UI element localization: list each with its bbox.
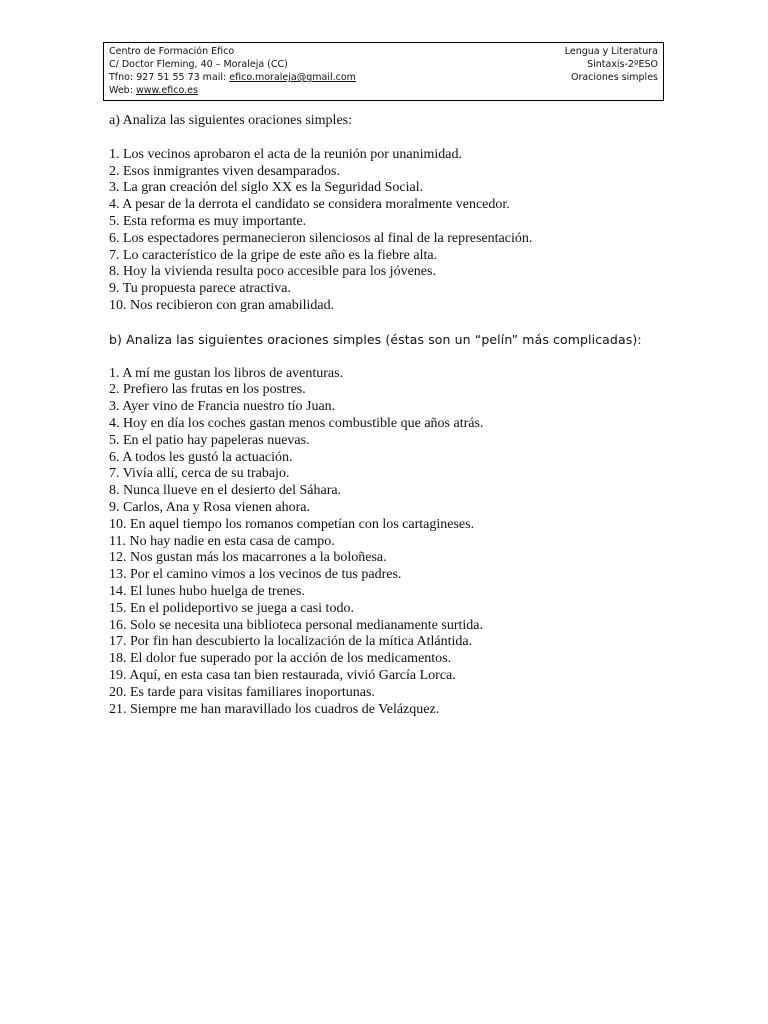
sentence-item: 10. En aquel tiempo los romanos competían con los cartagineses. <box>109 516 475 532</box>
sentence-item: 19. Aquí, en esta casa tan bien restaurada, vivió García Lorca. <box>109 667 456 683</box>
sentence-item: 10. Nos recibieron con gran amabilidad. <box>109 297 335 313</box>
school-web <box>109 84 356 97</box>
subject-topic: Sintaxis-2ºESO <box>587 59 658 70</box>
header-school-info <box>109 45 356 97</box>
sentence-item: 1. A mí me gustan los libros de aventuras. <box>109 365 344 381</box>
sentence-item: 8. Nunca llueve en el desierto del Sáhara. <box>109 483 342 499</box>
sentence-item: 6. A todos les gustó la actuación. <box>109 449 293 465</box>
header-subject-info <box>565 45 658 84</box>
school-contact <box>109 71 356 84</box>
sentence-item: 5. Esta reforma es muy importante. <box>109 213 307 229</box>
section-a-heading: a) Analiza las siguientes oraciones simples: <box>109 113 352 128</box>
sentence-item: 2. Prefiero las frutas en los postres. <box>109 382 306 398</box>
school-address: C/ Doctor Fleming, 40 – Moraleja (CC) <box>109 59 288 70</box>
sentence-item: 11. No hay nadie en esta casa de campo. <box>109 533 335 549</box>
sentence-item: 4. Hoy en día los coches gastan menos combustible que años atrás. <box>109 415 484 431</box>
sentence-item: 16. Solo se necesita una biblioteca personal medianamente surtida. <box>109 617 483 633</box>
section-a-list <box>109 147 709 315</box>
phone-text: Tfno: 927 51 55 73 mail: <box>109 72 230 83</box>
sentence-item: 9. Tu propuesta parece atractiva. <box>109 281 291 297</box>
sentence-item: 4. A pesar de la derrota el candidato se considera moralmente vencedor. <box>109 197 510 213</box>
sentence-item: 13. Por el camino vimos a los vecinos de tus padres. <box>109 567 402 583</box>
sentence-item: 18. El dolor fue superado por la acción de los medicamentos. <box>109 651 452 667</box>
exercise-content <box>109 113 709 718</box>
sentence-item: 2. Esos inmigrantes viven desamparados. <box>109 163 340 179</box>
sentence-item: 3. La gran creación del siglo XX es la Seguridad Social. <box>109 180 424 196</box>
sentence-item: 3. Ayer vino de Francia nuestro tío Juan. <box>109 399 336 415</box>
sentence-item: 9. Carlos, Ana y Rosa vienen ahora. <box>109 499 311 515</box>
subject-name: Lengua y Literatura <box>564 46 658 57</box>
section-b-list <box>109 366 709 719</box>
sentence-item: 15. En el polideportivo se juega a casi todo. <box>109 600 354 616</box>
sentence-item: 6. Los espectadores permanecieron silenciosos al final de la representación. <box>109 230 533 246</box>
sentence-item: 1. Los vecinos aprobaron el acta de la reunión por unanimidad. <box>109 146 462 162</box>
school-name: Centro de Formación Efico <box>109 46 235 57</box>
sentence-item: 17. Por fin han descubierto la localización de la mítica Atlántida. <box>109 634 473 650</box>
section-b-heading: b) Analiza las siguientes oraciones simples (éstas son un “pelín” más complicadas): <box>109 331 642 347</box>
web-link[interactable]: www.efico.es <box>135 85 198 96</box>
document-header <box>103 42 664 101</box>
sentence-item: 8. Hoy la vivienda resulta poco accesible para los jóvenes. <box>109 264 436 280</box>
sentence-item: 7. Vivía allí, cerca de su trabajo. <box>109 466 290 482</box>
sentence-item: 7. Lo característico de la gripe de este año es la fiebre alta. <box>109 247 438 263</box>
web-label: Web: <box>109 85 136 96</box>
sentence-item: 14. El lunes hubo huelga de trenes. <box>109 583 305 599</box>
sentence-item: 12. Nos gustan más los macarrones a la boloñesa. <box>109 550 387 566</box>
subject-lesson: Oraciones simples <box>570 72 658 83</box>
email-link[interactable]: efico.moraleja@gmail.com <box>229 72 356 83</box>
sentence-item: 21. Siempre me han maravillado los cuadros de Velázquez. <box>109 701 440 717</box>
sentence-item: 5. En el patio hay papeleras nuevas. <box>109 432 310 448</box>
sentence-item: 20. Es tarde para visitas familiares inoportunas. <box>109 684 375 700</box>
